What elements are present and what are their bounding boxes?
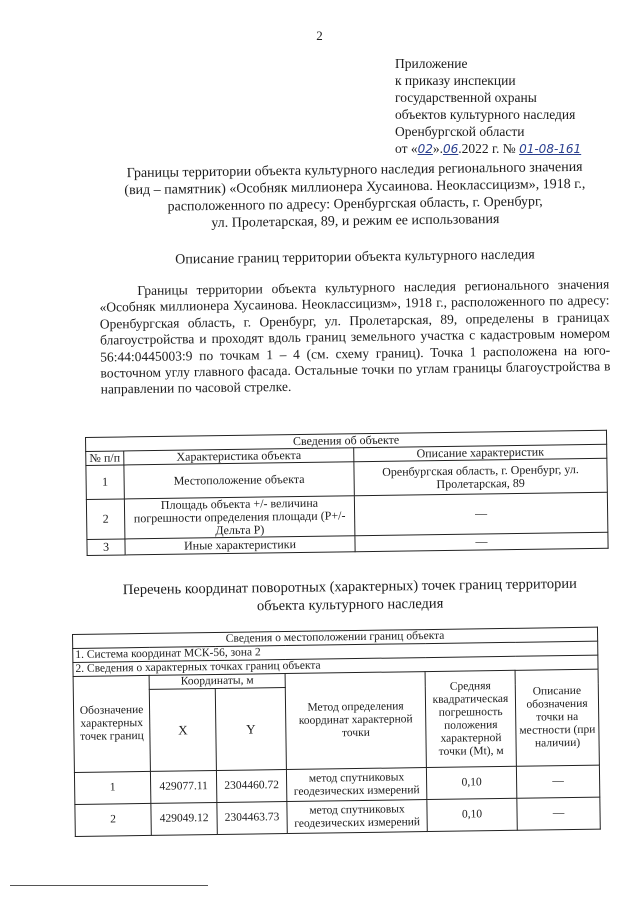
header-y: Y [215, 688, 286, 771]
row-characteristic: Местоположение объекта [124, 462, 354, 499]
section-subtitle: Описание границ территории объекта культурного наследия [175, 247, 535, 268]
boundary-description [99, 276, 611, 398]
appendix-line: к приказу инспекции [395, 73, 516, 88]
header-description: Описание характеристик [354, 444, 607, 462]
cell-method: метод спутниковых геодезических измерений [286, 768, 426, 802]
cell-y: 2304460.72 [216, 770, 286, 803]
row-num: 2 [86, 499, 125, 540]
header-num: № п/п [86, 451, 124, 466]
row-description: — [355, 532, 608, 552]
cell-y: 2304463.73 [217, 802, 287, 835]
appendix-line: Оренбургской области [395, 124, 525, 139]
date-sep: ». [432, 141, 444, 156]
appendix-block [395, 55, 581, 158]
order-number: 01-08-161 [519, 142, 582, 156]
row-num: 1 [86, 465, 124, 500]
date-year: .2022 г. № [458, 141, 516, 156]
coordinates-table [72, 627, 601, 837]
cell-x: 429077.11 [150, 770, 216, 803]
table-caption: Сведения об объекте [86, 430, 607, 451]
appendix-line: государственной охраны [395, 90, 537, 105]
section-title-line: объекта культурного наследия [256, 595, 444, 615]
points-caption: 2. Сведения о характерных точках границ объекта [73, 655, 598, 676]
document-title [100, 158, 611, 233]
order-date-line [395, 140, 581, 158]
date-month: 06 [443, 142, 459, 156]
date-day: 02 [417, 142, 433, 156]
row-description: — [354, 492, 608, 536]
row-characteristic: Иные характеристики [125, 536, 355, 555]
section-title-line: Перечень координат поворотных (характерных) точек границ территории [122, 575, 577, 599]
title-line: расположенного по адресу: Оренбургская область, г. Оренбург, [167, 194, 543, 215]
appendix-line: Приложение [395, 56, 468, 71]
header-coordinates: Координаты, м [149, 674, 285, 690]
coordinate-system: 1. Система координат МСК-56, зона 2 [73, 641, 598, 662]
title-line: Границы территории объекта культурного наследия регионального значения [126, 159, 583, 182]
cell-marking: — [517, 797, 600, 830]
header-x: X [149, 689, 216, 772]
header-point: Обозначение характерных точек границ [73, 675, 150, 772]
table-row [75, 797, 600, 836]
object-info-table [85, 430, 609, 556]
cell-error: 0,10 [426, 766, 516, 799]
cell-x: 429049.12 [151, 802, 217, 835]
header-marking: Описание обозначения точки на местности (при наличии) [515, 669, 599, 766]
cell-marking: — [516, 765, 599, 798]
header-characteristic: Характеристика объекта [124, 448, 354, 465]
cell-point: 1 [74, 771, 150, 804]
coordinates-section-title [90, 574, 610, 617]
cell-point: 2 [75, 803, 151, 836]
table-caption: Сведения о местоположении границ объекта [73, 627, 598, 648]
row-description: Оренбургская область, г. Оренбург, ул. Пролетарская, 89 [354, 458, 607, 496]
title-line: ул. Пролетарская, 89, и режим ее использования [211, 211, 500, 232]
cell-error: 0,10 [427, 798, 517, 831]
paragraph-text: Границы территории объекта культурного наследия регионального значения «Особняк миллионера Хусаинова. Неоклассицизм», 1918 г., расположенного по адресу: Оренбургская область, г. Оренбург, ул. Пролетарская, 89, определены в границах благоустройства и проходят вдоль границ земельного участка с кадастровым номером 56:44:0445003:9 по точкам 1 – 4 (см. схему границ). Точка 1 расположена на юго-восточном углу главного фасада. Остальные точки по углам границы благоустройства в направлении по часовой стрелке. [99, 276, 611, 397]
row-num: 3 [87, 539, 125, 556]
appendix-line: объектов культурного наследия [395, 107, 576, 122]
cell-method: метод спутниковых геодезических измерений [287, 800, 427, 834]
row-characteristic: Площадь объекта +/- величина погрешности определения площади (Р+/- Дельта Р) [124, 496, 355, 539]
header-error: Средняя квадратическая погрешность положения характерной точки (Mt), м [425, 670, 516, 767]
title-line: (вид – памятник) «Особняк миллионера Хусаинова. Неоклассицизм», 1918 г., [124, 176, 586, 199]
header-method: Метод определения координат характерной точки [285, 672, 426, 770]
page-number: 2 [316, 28, 323, 43]
footnote-separator [10, 885, 208, 886]
date-prefix: от « [395, 141, 418, 156]
